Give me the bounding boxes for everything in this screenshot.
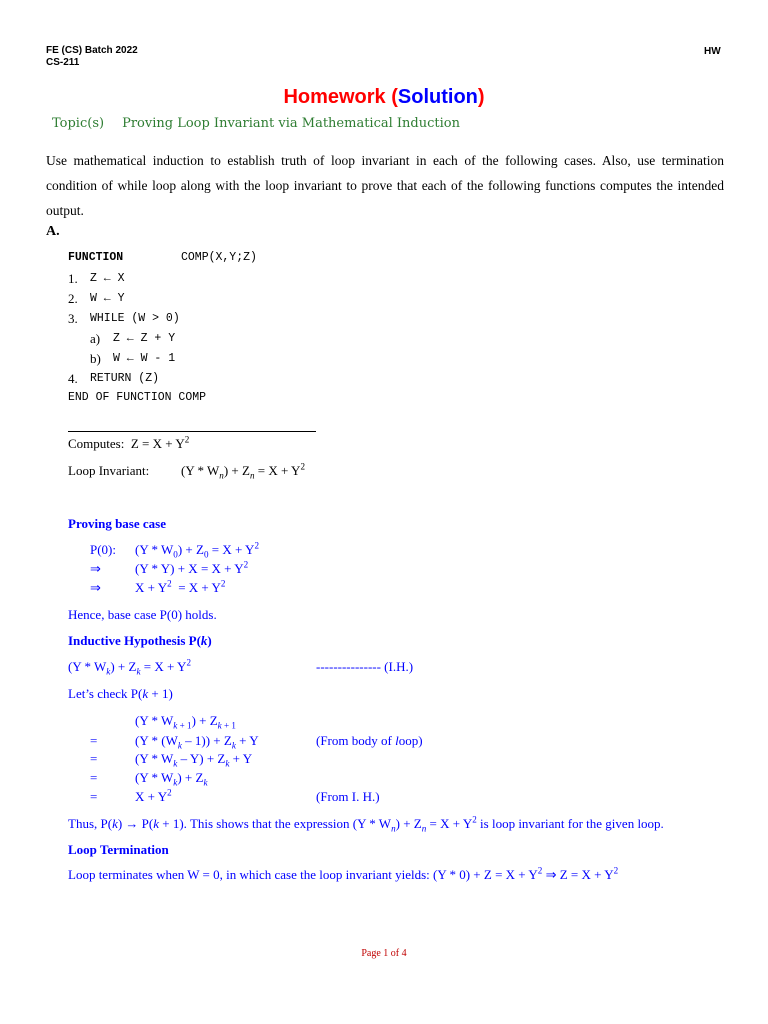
invariant-label: Loop Invariant: bbox=[68, 463, 150, 478]
p0-label: P(0): bbox=[90, 542, 116, 557]
course-code: CS-211 bbox=[46, 57, 80, 68]
eq-sign: = bbox=[90, 789, 98, 804]
eq-sign: = bbox=[90, 733, 98, 748]
topic-label: Topic(s) bbox=[52, 116, 105, 131]
page-title: Homework (Solution) bbox=[283, 86, 485, 108]
inductive-conclusion: Thus, P(k) → P(k + 1). This shows that the expression $(Y * W_n) + Z_n = X + Y^2$ is loop invariant for the given loop. bbox=[68, 814, 664, 834]
invariant-expression: $(Y * W_n) + Z_n = X + Y^2$ bbox=[181, 461, 305, 481]
function-signature: COMP(X,Y;Z) bbox=[181, 251, 257, 264]
code-line: W ← W - 1 bbox=[113, 352, 176, 365]
code-line-num: 1. bbox=[68, 271, 78, 286]
check-line: Let’s check P(k + 1) bbox=[68, 686, 173, 701]
ih-equation: $(Y * W_k) + Z_k = X + Y^2$ bbox=[68, 657, 191, 677]
step-3: $(Y * W_k) + Z_k$ bbox=[135, 770, 208, 788]
page-number: Page 1 of 4 bbox=[361, 948, 407, 959]
intro-paragraph: Use mathematical induction to establish truth of loop invariant in each of the following cases. Also, use termination condition of while loop along with the loop invariant to prove that each of the following functions computes the intended output. bbox=[46, 153, 724, 218]
section-label: A. bbox=[46, 224, 60, 239]
computes-line: Computes: $Z = X + Y^2$ bbox=[68, 434, 190, 451]
note-body: (From body of loop) bbox=[316, 733, 423, 748]
eq-sign: = bbox=[90, 770, 98, 785]
base-case-heading: Proving base case bbox=[68, 516, 166, 531]
code-line-num: 4. bbox=[68, 371, 78, 386]
batch-label: FE (CS) Batch 2022 bbox=[46, 45, 138, 56]
implies-icon: ⇒ bbox=[90, 580, 101, 595]
step-0: $(Y * W_{k + 1}) + Z_{k + 1}$ bbox=[135, 713, 236, 731]
code-line-num: 2. bbox=[68, 291, 78, 306]
code-line-num: a) bbox=[90, 331, 101, 346]
base-case-conclusion: Hence, base case P(0) holds. bbox=[68, 607, 217, 622]
inductive-heading: Inductive Hypothesis P(k) bbox=[68, 633, 212, 648]
code-end: END OF FUNCTION COMP bbox=[68, 391, 207, 404]
base-eq-2: $(Y * Y) + X = X + Y^2$ bbox=[135, 559, 249, 576]
base-eq-3: $X + Y^2 = X + Y^2$ bbox=[135, 578, 226, 595]
code-line: Z ← X bbox=[90, 272, 125, 285]
termination-text: Loop terminates when W = 0, in which case the loop invariant yields: $(Y * 0) + Z = X + Y^2$ ⇒ $Z = X + Y^2$ bbox=[68, 865, 619, 882]
code-line: Z ← Z + Y bbox=[113, 332, 176, 345]
code-line: WHILE (W > 0) bbox=[90, 312, 180, 325]
topic-text: Proving Loop Invariant via Mathematical Induction bbox=[122, 116, 460, 131]
implies-icon: ⇒ bbox=[90, 561, 101, 576]
step-4: $X + Y^2$ bbox=[135, 787, 172, 804]
eq-sign: = bbox=[90, 751, 98, 766]
code-line: RETURN (Z) bbox=[90, 372, 160, 385]
ih-tag: --------------- (I.H.) bbox=[316, 659, 414, 674]
code-line-num: 3. bbox=[68, 311, 78, 326]
base-eq-1: $(Y * W_0) + Z_0 = X + Y^2$ bbox=[135, 540, 259, 560]
topic-line bbox=[52, 116, 460, 131]
step-2: $(Y * W_k - Y) + Z_k + Y$ bbox=[135, 751, 253, 769]
step-1: $(Y * (W_k - 1)) + Z_k + Y$ bbox=[135, 733, 259, 751]
code-line-num: b) bbox=[90, 351, 101, 366]
solution-label: Solution bbox=[397, 86, 478, 108]
hw-tag: HW bbox=[704, 46, 721, 57]
termination-heading: Loop Termination bbox=[68, 842, 169, 857]
note-ih: (From I. H.) bbox=[316, 789, 380, 804]
function-keyword: FUNCTION bbox=[68, 251, 124, 264]
divider bbox=[68, 431, 316, 432]
code-line: W ← Y bbox=[90, 292, 125, 305]
